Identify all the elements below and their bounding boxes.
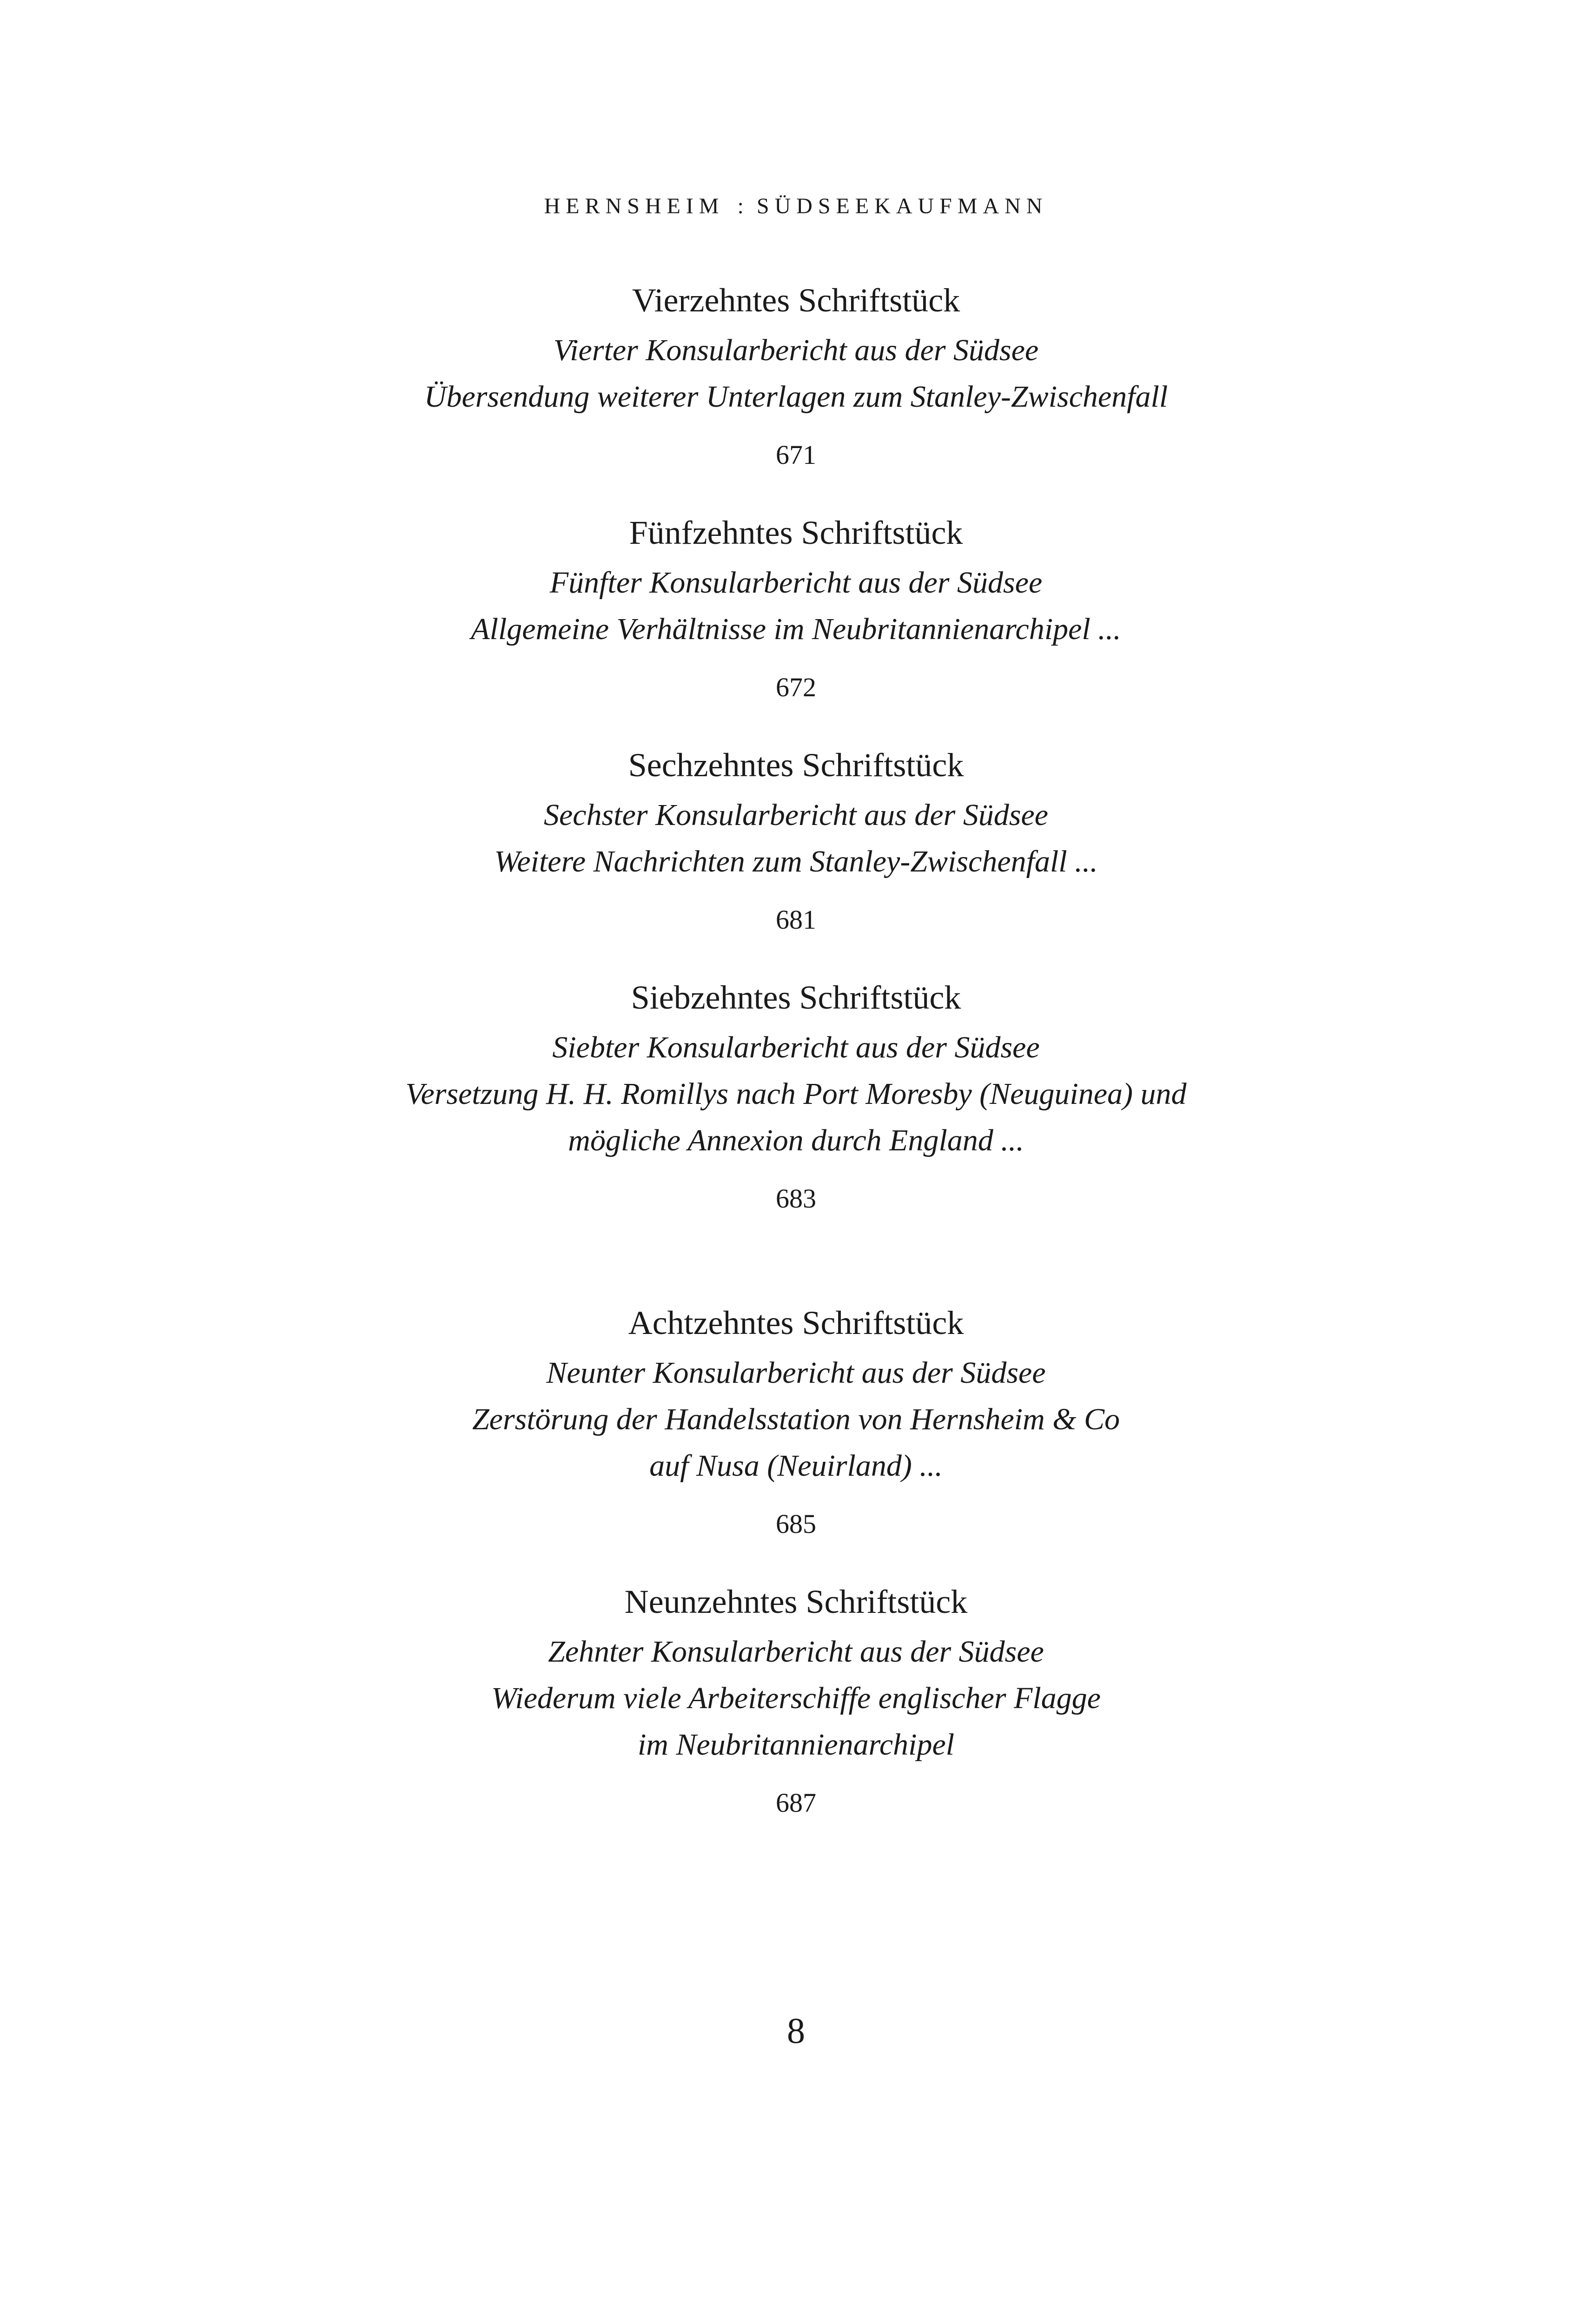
entry-description-line: Allgemeine Verhältnisse im Neubritannienarchipel ... — [471, 612, 1121, 646]
entry-title: Siebzehntes Schriftstück — [631, 979, 961, 1016]
entry-title: Fünfzehntes Schriftstück — [629, 514, 963, 551]
running-head — [0, 195, 1592, 218]
toc-entry — [0, 1585, 1592, 1816]
entry-page-number: 681 — [776, 905, 816, 935]
running-head-author: HERNSHEIM — [544, 194, 725, 218]
toc-entry — [0, 748, 1592, 933]
entry-description-line: Fünfter Konsularbericht aus der Südsee — [549, 566, 1043, 600]
toc-entry — [0, 516, 1592, 701]
folio-page-number: 8 — [787, 2010, 805, 2051]
entry-description — [0, 1024, 1592, 1164]
entry-page-number: 685 — [776, 1509, 816, 1539]
entry-description-line: auf Nusa (Neuirland) ... — [649, 1449, 943, 1483]
entry-description-line: Zerstörung der Handelsstation von Hernsheim & Co — [472, 1402, 1120, 1436]
entry-description-line: Vierter Konsularbericht aus der Südsee — [553, 333, 1039, 367]
entry-description — [0, 1629, 1592, 1768]
entry-title: Sechzehntes Schriftstück — [628, 746, 964, 784]
entry-description-line: Zehnter Konsularbericht aus der Südsee — [548, 1635, 1044, 1669]
entry-page-number: 683 — [776, 1183, 816, 1214]
entry-description-line: mögliche Annexion durch England ... — [568, 1123, 1024, 1157]
entry-page-number: 671 — [776, 440, 816, 470]
entry-description-line: Übersendung weiterer Unterlagen zum Stanley-Zwischenfall — [424, 380, 1168, 414]
entry-description — [0, 1350, 1592, 1489]
entry-description-line: Sechster Konsularbericht aus der Südsee — [543, 798, 1049, 832]
entry-description-line: Weitere Nachrichten zum Stanley-Zwischenfall ... — [494, 845, 1098, 878]
running-head-separator: : — [737, 194, 744, 218]
toc-entry — [0, 1306, 1592, 1538]
running-head-title: SÜDSEEKAUFMANN — [756, 194, 1048, 218]
entry-page-number: 687 — [776, 1788, 816, 1818]
entry-title: Vierzehntes Schriftstück — [632, 282, 960, 319]
entry-page-number: 672 — [776, 672, 816, 702]
entry-title: Achtzehntes Schriftstück — [628, 1304, 964, 1341]
toc-entry — [0, 981, 1592, 1212]
entry-description-line: Siebter Konsularbericht aus der Südsee — [552, 1030, 1040, 1064]
entry-description — [0, 560, 1592, 653]
entry-description — [0, 792, 1592, 885]
entry-description-line: Versetzung H. H. Romillys nach Port Moresby (Neuguinea) und — [405, 1077, 1187, 1111]
entry-description-line: im Neubritannienarchipel — [637, 1728, 955, 1762]
entry-description-line: Neunter Konsularbericht aus der Südsee — [546, 1356, 1046, 1390]
toc-entry — [0, 284, 1592, 469]
entry-title: Neunzehntes Schriftstück — [624, 1583, 968, 1620]
entry-description-line: Wiederum viele Arbeiterschiffe englischer Flagge — [491, 1681, 1101, 1715]
entry-description — [0, 327, 1592, 420]
